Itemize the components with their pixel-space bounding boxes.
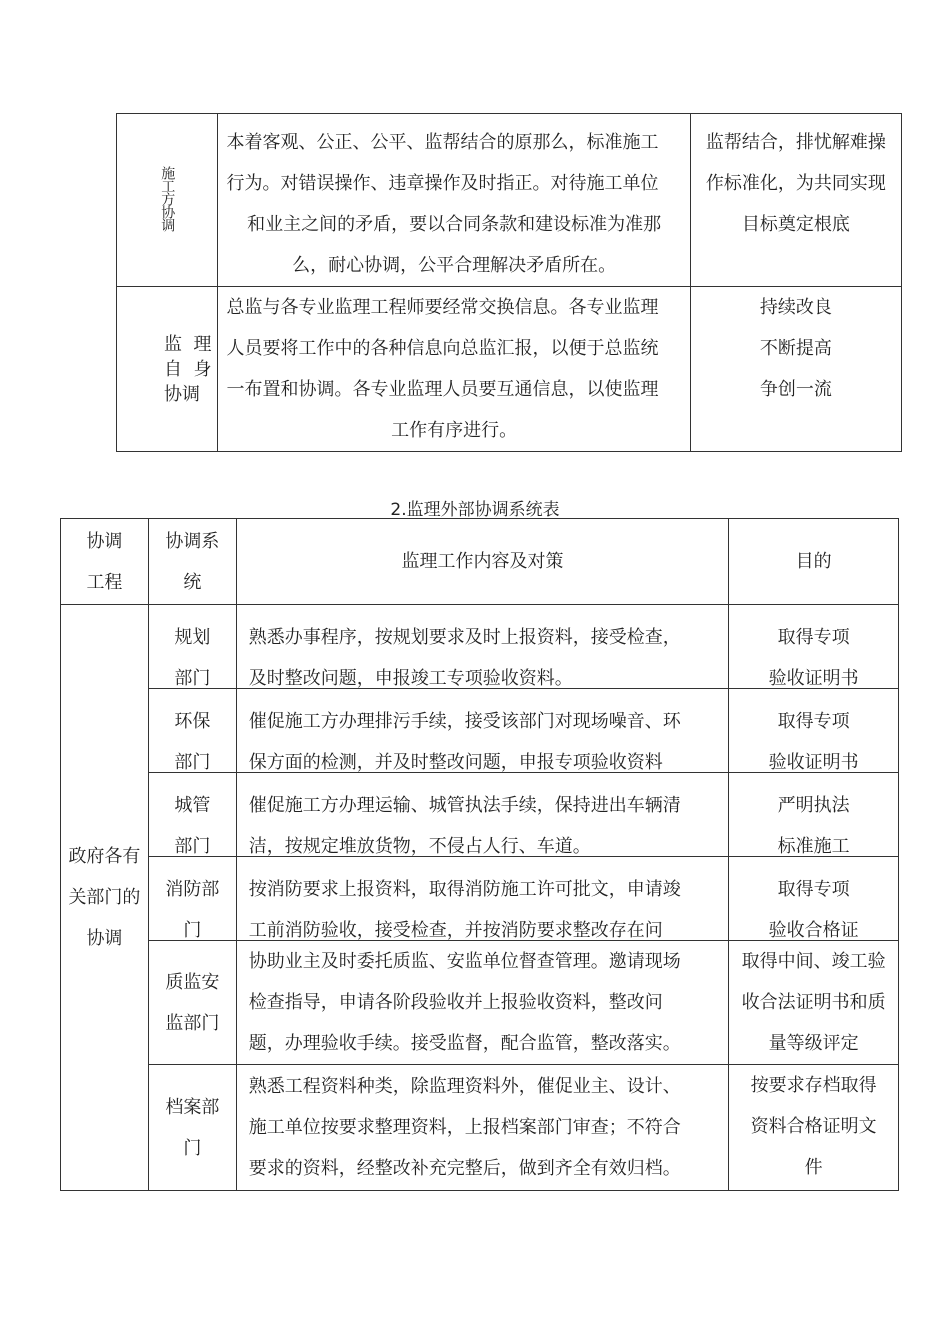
group-label-line: 协调 bbox=[86, 928, 123, 949]
content-line: 熟悉工程资料种类，除监理资料外，催促业主、设计、 bbox=[248, 1076, 681, 1097]
group-label-line: 政府各有 bbox=[68, 846, 141, 867]
header-line: 统 bbox=[183, 571, 202, 593]
content-line: 洁，按规定堆放货物，不侵占人行、车道。 bbox=[248, 836, 591, 856]
content-line: 熟悉办事程序，按规划要求及时上报资料，接受检查， bbox=[248, 627, 681, 648]
table-row bbox=[61, 773, 899, 857]
purpose-cell bbox=[690, 287, 901, 452]
purpose-line: 持续改良 bbox=[759, 297, 832, 318]
header-line: 协调系 bbox=[165, 530, 220, 552]
content-cell bbox=[236, 773, 728, 857]
group-label-line: 关部门的 bbox=[68, 887, 141, 908]
table-row bbox=[61, 689, 899, 773]
content-cell bbox=[218, 114, 690, 287]
table-row bbox=[61, 941, 899, 1065]
row-label-cell bbox=[117, 287, 218, 452]
purpose-line: 收合法证明书和质 bbox=[741, 992, 886, 1013]
purpose-line: 监帮结合，排忧解难操 bbox=[705, 132, 886, 153]
purpose-line: 不断提高 bbox=[759, 338, 832, 359]
system-cell bbox=[148, 605, 236, 689]
system-line: 部门 bbox=[174, 668, 211, 688]
purpose-line: 取得专项 bbox=[777, 879, 850, 900]
purpose-line: 验收合格证 bbox=[768, 920, 859, 940]
table-row bbox=[117, 114, 902, 287]
row-label-line: 协调 bbox=[164, 383, 200, 405]
content-cell bbox=[236, 605, 728, 689]
content-line: 催促施工方办理排污手续，接受该部门对现场噪音、环 bbox=[248, 711, 681, 732]
system-cell bbox=[148, 689, 236, 773]
system-line: 监部门 bbox=[165, 1012, 220, 1034]
system-cell bbox=[148, 941, 236, 1065]
purpose-line: 按要求存档取得 bbox=[750, 1075, 877, 1096]
purpose-cell bbox=[690, 114, 901, 287]
content-line: 么，耐心协调，公平合理解决矛盾所在。 bbox=[292, 255, 617, 276]
purpose-line: 资料合格证明文 bbox=[750, 1116, 877, 1137]
header-project bbox=[61, 519, 149, 605]
purpose-cell bbox=[729, 1065, 899, 1191]
content-line: 要求的资料，经整改补充完整后，做到齐全有效归档。 bbox=[248, 1158, 681, 1179]
table-row bbox=[61, 857, 899, 941]
header-system bbox=[148, 519, 236, 605]
content-line: 工作有序进行。 bbox=[391, 420, 518, 441]
content-cell bbox=[236, 689, 728, 773]
purpose-line: 目标奠定根底 bbox=[741, 214, 850, 235]
content-line: 催促施工方办理运输、城管执法手续，保持进出车辆清 bbox=[248, 795, 681, 816]
purpose-line: 严明执法 bbox=[777, 795, 850, 816]
row-label: 施工方协调 bbox=[159, 165, 176, 231]
system-line: 部门 bbox=[174, 836, 211, 856]
purpose-line: 取得专项 bbox=[777, 627, 850, 648]
group-label-cell bbox=[61, 605, 149, 1191]
row-label-line: 自 身 bbox=[164, 358, 212, 380]
header-line: 工程 bbox=[86, 571, 123, 593]
purpose-cell bbox=[729, 605, 899, 689]
system-line: 规划 bbox=[174, 627, 211, 648]
purpose-line: 验收证明书 bbox=[768, 752, 859, 772]
purpose-line: 取得专项 bbox=[777, 711, 850, 732]
purpose-cell bbox=[729, 773, 899, 857]
content-line: 和业主之间的矛盾，要以合同条款和建设标准为准那 bbox=[247, 214, 662, 235]
table-row bbox=[61, 1065, 899, 1191]
table-title: 2.监理外部协调系统表 bbox=[390, 500, 560, 520]
content-line: 总监与各专业监理工程师要经常交换信息。各专业监理 bbox=[226, 297, 659, 318]
row-label-cell bbox=[117, 114, 218, 287]
system-line: 门 bbox=[183, 920, 202, 940]
content-line: 施工单位按要求整理资料，上报档案部门审查；不符合 bbox=[248, 1117, 681, 1138]
system-line: 档案部 bbox=[165, 1096, 220, 1118]
purpose-cell bbox=[729, 941, 899, 1065]
purpose-cell bbox=[729, 857, 899, 941]
content-line: 工前消防验收，接受检查，并按消防要求整改存在问 bbox=[248, 920, 663, 940]
content-line: 一布置和协调。各专业监理人员要互通信息，以使监理 bbox=[226, 379, 659, 400]
purpose-cell bbox=[729, 689, 899, 773]
purpose-line: 验收证明书 bbox=[768, 668, 859, 688]
system-line: 门 bbox=[183, 1137, 202, 1159]
system-line: 消防部 bbox=[165, 879, 220, 900]
header-purpose: 目的 bbox=[729, 519, 899, 605]
content-line: 检查指导，申请各阶段验收并上报验收资料，整改问 bbox=[248, 992, 663, 1013]
system-line: 环保 bbox=[174, 711, 211, 732]
purpose-line: 件 bbox=[804, 1157, 823, 1178]
content-cell bbox=[236, 941, 728, 1065]
purpose-line: 量等级评定 bbox=[768, 1033, 859, 1054]
internal-coordination-table bbox=[116, 113, 902, 452]
content-line: 协助业主及时委托质监、安监单位督查管理。邀请现场 bbox=[248, 951, 681, 972]
content-line: 按消防要求上报资料，取得消防施工许可批文，申请竣 bbox=[248, 879, 681, 900]
system-line: 部门 bbox=[174, 752, 211, 772]
row-label-line: 监 理 bbox=[164, 333, 212, 355]
content-line: 行为。对错误操作、违章操作及时指正。对待施工单位 bbox=[226, 173, 659, 194]
external-coordination-table bbox=[60, 518, 899, 1191]
system-cell bbox=[148, 1065, 236, 1191]
content-cell bbox=[218, 287, 690, 452]
purpose-line: 作标准化，为共同实现 bbox=[705, 173, 886, 194]
content-line: 保方面的检测，并及时整改问题，申报专项验收资料 bbox=[248, 752, 663, 772]
system-cell bbox=[148, 773, 236, 857]
purpose-line: 争创一流 bbox=[759, 379, 832, 400]
content-line: 及时整改问题，申报竣工专项验收资料。 bbox=[248, 668, 573, 688]
header-line: 协调 bbox=[86, 530, 123, 552]
header-content: 监理工作内容及对策 bbox=[236, 519, 728, 605]
system-line: 城管 bbox=[174, 795, 211, 816]
system-line: 质监安 bbox=[165, 971, 220, 993]
content-line: 人员要将工作中的各种信息向总监汇报，以便于总监统 bbox=[226, 338, 659, 359]
content-line: 本着客观、公正、公平、监帮结合的原那么，标准施工 bbox=[226, 132, 659, 153]
purpose-line: 标准施工 bbox=[777, 836, 850, 856]
table-row bbox=[61, 605, 899, 689]
header-row bbox=[61, 519, 899, 605]
system-cell bbox=[148, 857, 236, 941]
content-cell bbox=[236, 1065, 728, 1191]
content-cell bbox=[236, 857, 728, 941]
table-row bbox=[117, 287, 902, 452]
content-line: 题，办理验收手续。接受监督，配合监管，整改落实。 bbox=[248, 1033, 681, 1054]
purpose-line: 取得中间、竣工验 bbox=[741, 951, 886, 972]
